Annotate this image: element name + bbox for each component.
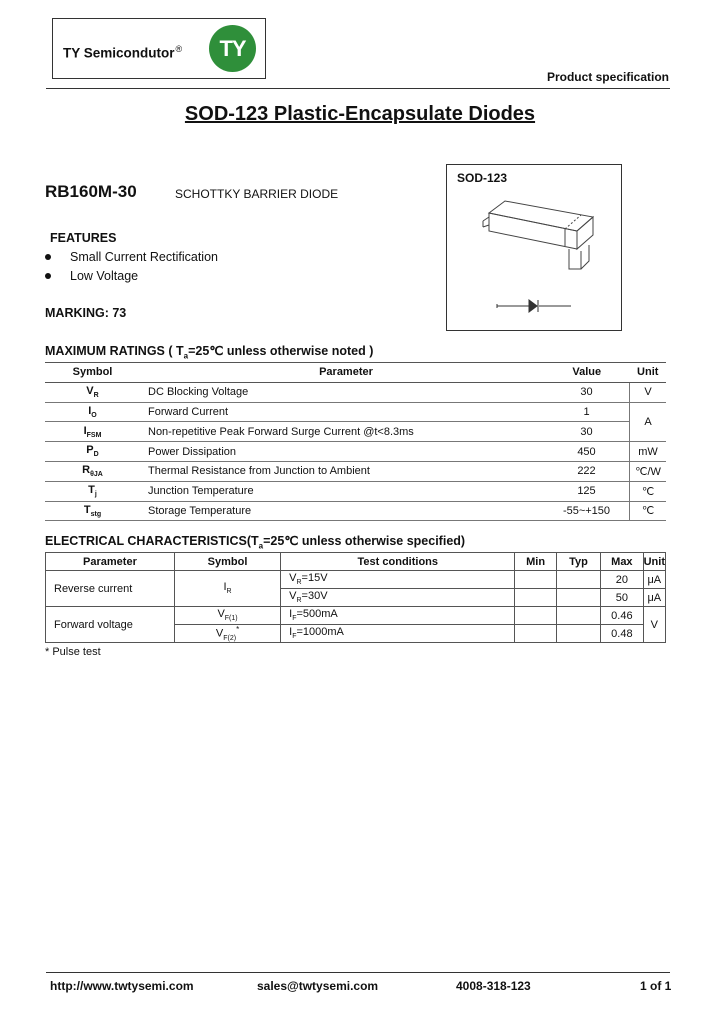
document-title: SOD-123 Plastic-Encapsulate Diodes	[184, 103, 536, 125]
company-logo	[52, 18, 266, 79]
feature-item: Low Voltage	[70, 269, 139, 283]
company-name: TY Semicondutor®	[63, 44, 183, 61]
table-row: $T_{stg}$ Storage Temperature -55~+150 ℃	[45, 501, 666, 521]
table-row: $I_O$ Forward Current 1 A	[45, 402, 666, 422]
ty-logo-icon: TY	[209, 25, 256, 72]
features-heading: FEATURES	[50, 231, 117, 245]
marking-code: MARKING: 73	[45, 306, 127, 320]
feature-item: Small Current Rectification	[70, 250, 218, 264]
electrical-characteristics-title: ELECTRICAL $CHARACTERISTICS(T_a=25℃$ unless otherwise specified)	[45, 534, 466, 551]
footer-phone: 4008-318-123	[456, 979, 531, 993]
package-drawing-box	[446, 164, 622, 331]
column-header: Test conditions	[281, 553, 515, 571]
bullet-icon	[45, 273, 51, 279]
table-row: $V_{F(2)}^*$ $I_F=1000mA$ 0.48	[46, 625, 666, 643]
footer-website-link[interactable]: http://www.twtysemi.com	[50, 979, 194, 993]
column-header: Parameter	[46, 553, 175, 571]
table-row: $I_{FSM}$ Non-repetitive Peak Forward Surge Current @t<8.3ms 30	[45, 422, 666, 442]
column-header: Parameter	[140, 363, 544, 383]
table-row: Reverse current $I_R$ $V_R=15V$ 20 μA	[46, 571, 666, 589]
part-number: RB160M-30	[45, 182, 137, 201]
maximum-ratings-title: MAXIMUM RATINGS ( $T_a=25℃$ unless otherwise noted )	[45, 344, 374, 361]
table-row: $T_j$ Junction Temperature 125 ℃	[45, 481, 666, 501]
column-header: Symbol	[174, 553, 280, 571]
column-header: Symbol	[45, 363, 140, 383]
bullet-icon	[45, 254, 51, 260]
header-divider	[46, 88, 670, 89]
footer-email-link[interactable]: sales@twtysemi.com	[257, 979, 379, 993]
pulse-test-note: * Pulse test	[45, 646, 101, 658]
table-row: $V_R=30V$ 50 μA	[46, 589, 666, 607]
table-row: $V_R$ DC Blocking Voltage 30 V	[45, 382, 666, 402]
column-header: Unit	[643, 553, 665, 571]
product-specification-label: Product specification	[546, 70, 669, 84]
table-row: $R_{\theta JA}$ Thermal Resistance from Junction to Ambient 222 ℃/W	[45, 461, 666, 481]
column-header: Min	[515, 553, 556, 571]
column-header: Value	[544, 363, 630, 383]
electrical-characteristics-table	[45, 552, 666, 643]
maximum-ratings-table	[45, 362, 666, 521]
table-row: $P_D$ Power Dissipation 450 mW	[45, 442, 666, 462]
page-number: 1 of 1	[640, 979, 672, 993]
column-header: Typ	[556, 553, 600, 571]
column-header: Unit	[630, 363, 667, 383]
part-description: SCHOTTKY BARRIER DIODE	[175, 187, 339, 201]
package-label: SOD-123	[457, 171, 508, 185]
table-row: Forward voltage $V_{F(1)}$ $I_F=500mA$ 0.46 V	[46, 607, 666, 625]
package-outline-diagram	[447, 165, 621, 330]
footer-divider	[46, 972, 670, 973]
column-header: Max	[601, 553, 643, 571]
